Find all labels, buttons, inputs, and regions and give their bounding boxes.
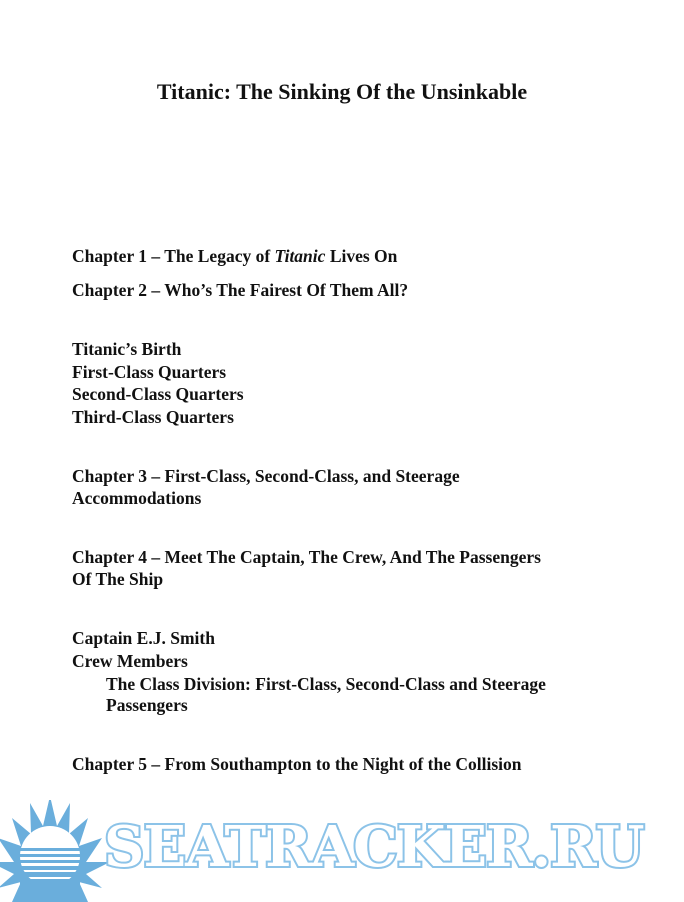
toc-item-crew-members: Crew Members (72, 651, 188, 671)
toc-chapter-4-line-2: Of The Ship (72, 569, 164, 589)
toc-chapter-3-line-1: Chapter 3 – First-Class, Second-Class, and Steerage (72, 466, 460, 486)
toc-item-titanics-birth: Titanic’s Birth (72, 339, 182, 359)
toc-item-third-class-quarters: Third-Class Quarters (72, 407, 234, 427)
toc-item-captain-smith: Captain E.J. Smith (72, 628, 215, 648)
toc-chapter-4-line-1: Chapter 4 – Meet The Captain, The Crew, And The Passengers (72, 547, 541, 567)
toc-subitem-class-division-line-2: Passengers (106, 695, 188, 715)
toc-chapter-3-line-2: Accommodations (72, 488, 202, 508)
toc-subitem-class-division-line-1: The Class Division: First-Class, Second-Class and Steerage (106, 674, 546, 694)
toc-item-first-class-quarters: First-Class Quarters (72, 362, 227, 382)
document-title: Titanic: The Sinking Of the Unsinkable (156, 79, 528, 104)
watermark-text: SEATRACKER.RU (104, 814, 644, 880)
toc-item-second-class-quarters: Second-Class Quarters (72, 384, 244, 404)
sun-logo-icon (0, 800, 110, 902)
toc-chapter-2: Chapter 2 – Who’s The Fairest Of Them All? (72, 280, 409, 300)
toc-chapter-1: Chapter 1 – The Legacy of Titanic Lives On (72, 246, 398, 266)
toc-chapter-5: Chapter 5 – From Southampton to the Night of the Collision (72, 754, 522, 774)
